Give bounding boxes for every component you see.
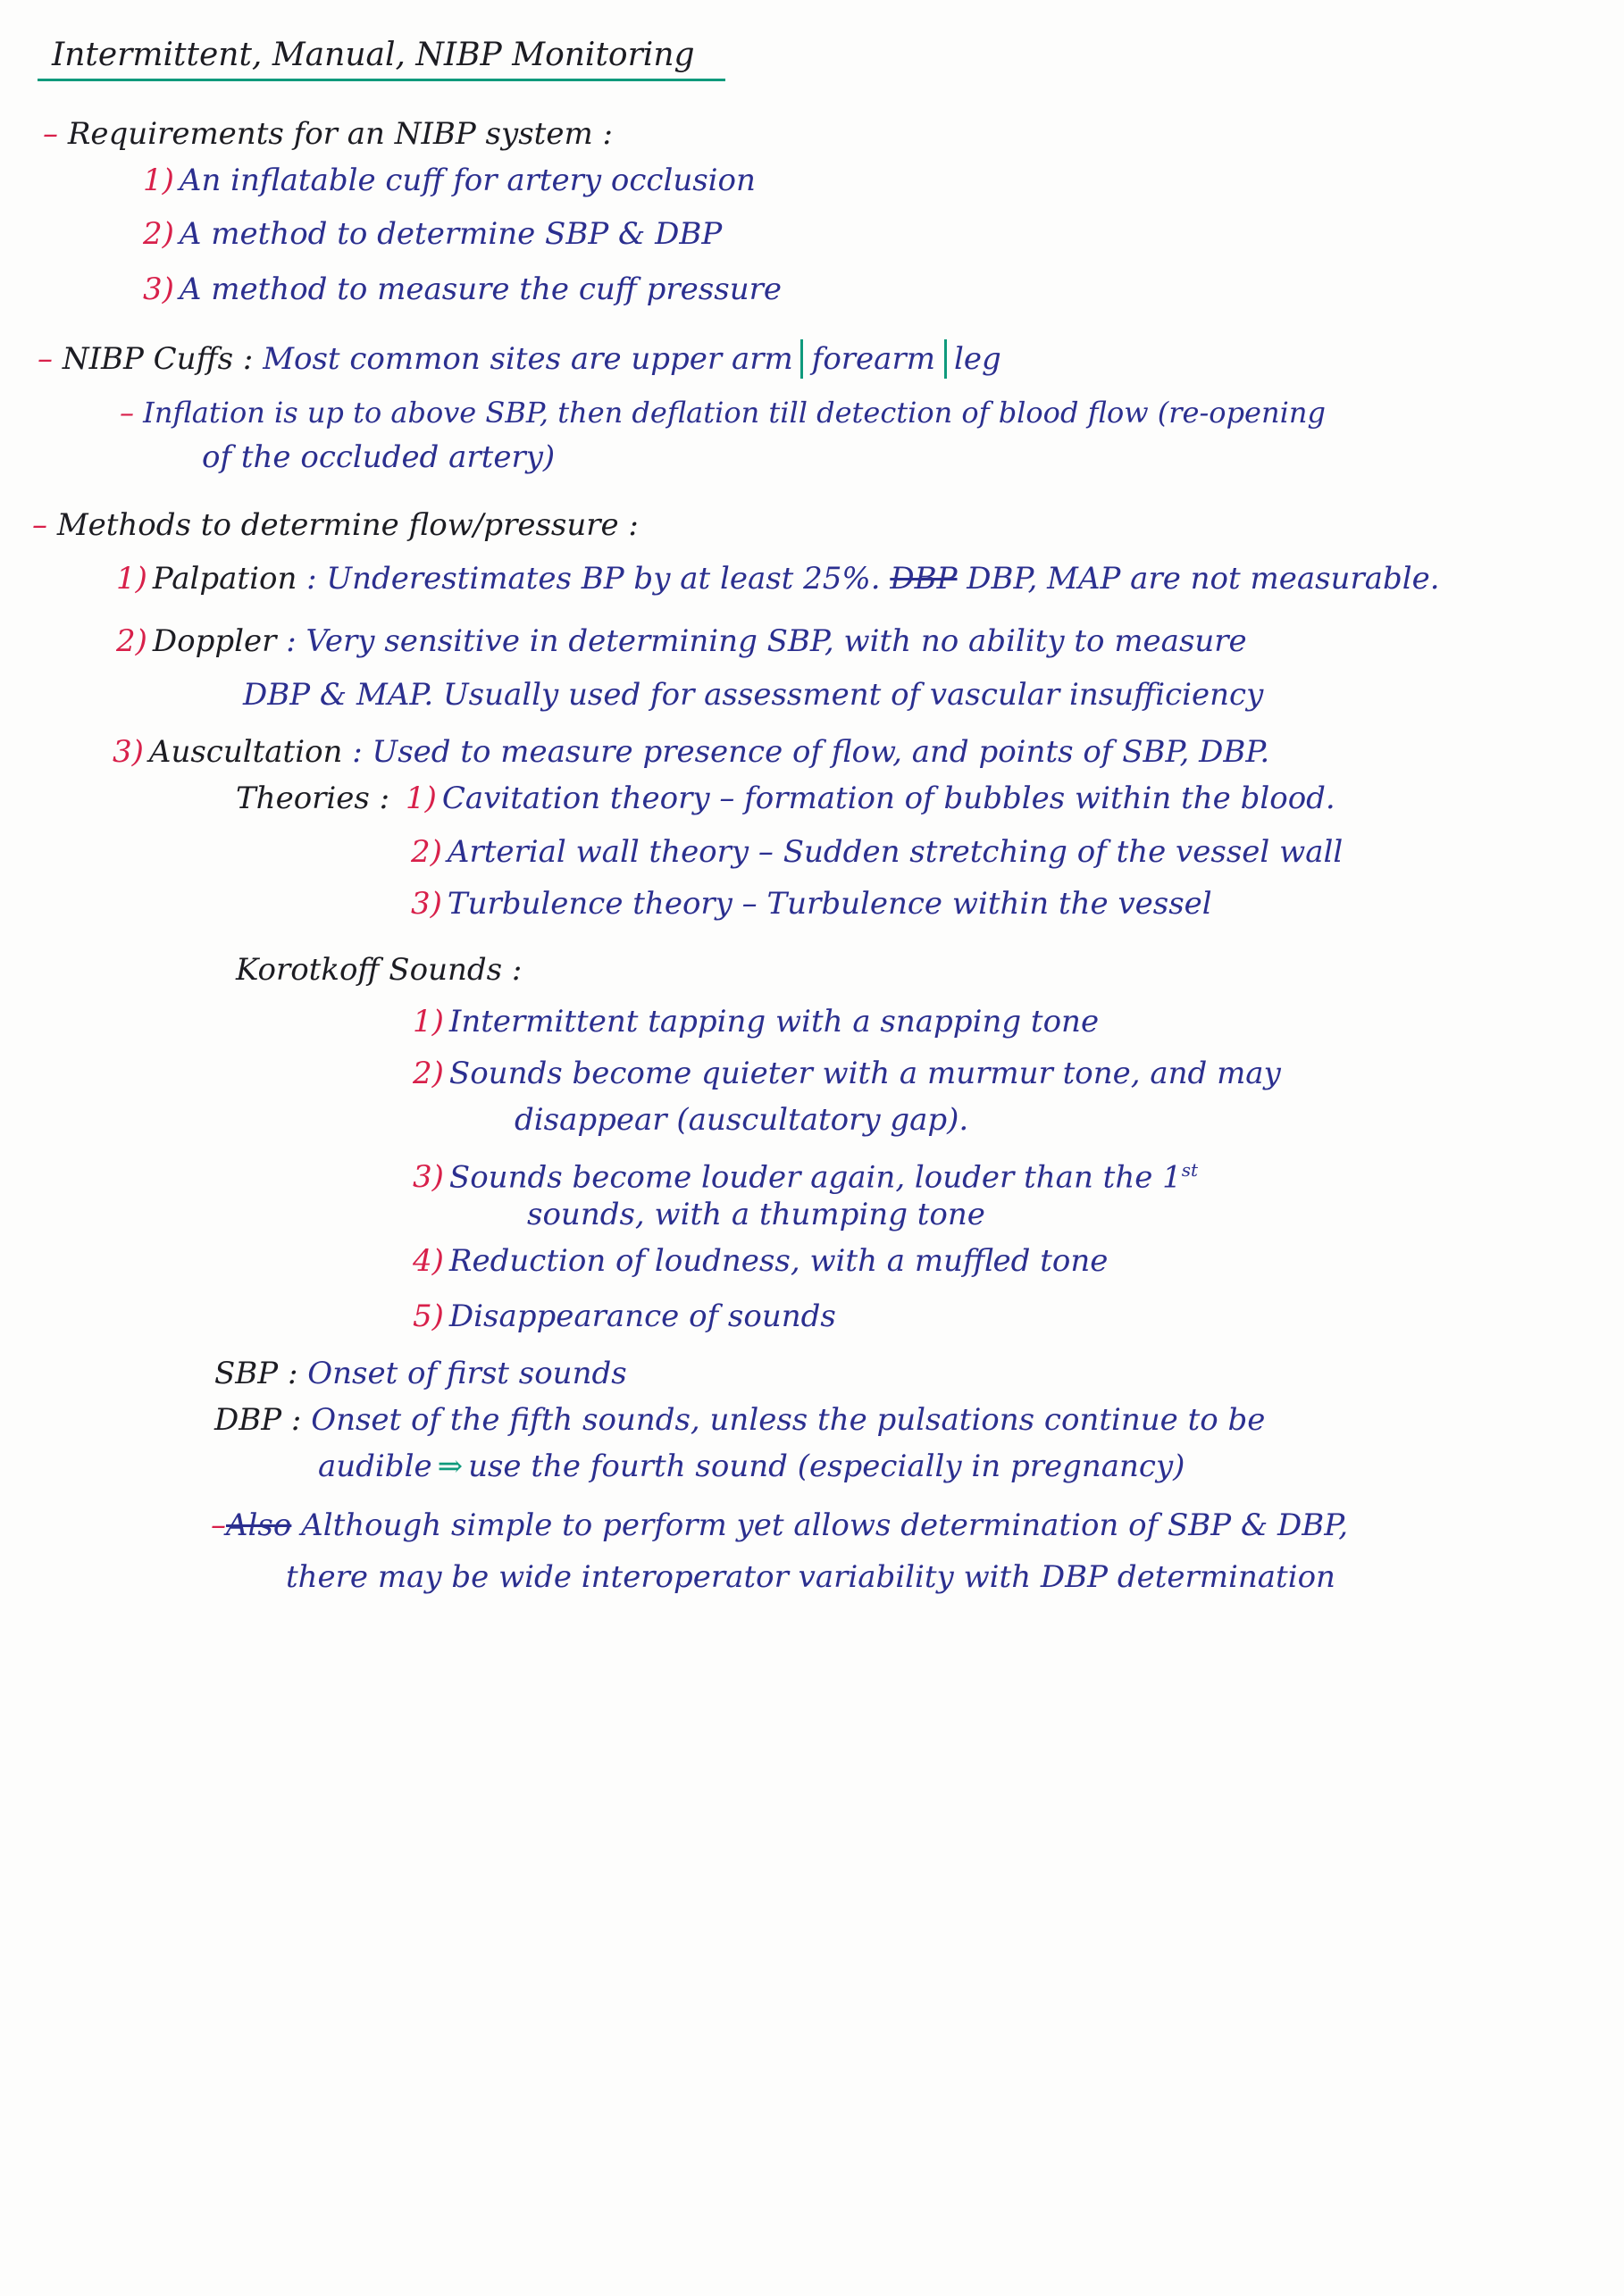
item-number: 2) [413,1056,444,1091]
cuffs-leg: leg [953,341,1001,377]
palpation-text: : Underestimates BP by at least 25%. [306,561,881,597]
bullet-dash: – [211,1507,226,1543]
dbp-text-b: use the fourth sound (especially in pregnancy) [468,1449,1185,1484]
korotkoff-text: Disappearance of sounds [448,1298,836,1334]
requirement-item [143,214,722,254]
bullet-dash: – [120,396,144,430]
page-title: Intermittent, Manual, NIBP Monitoring [52,37,695,73]
korotkoff-item [413,1002,1099,1041]
requirements-heading [43,114,613,154]
doppler-line-2: DBP & MAP. Usually used for assessment of vascular insufficiency [243,677,1264,713]
cuffs-sub-line [120,393,1326,432]
title-underline [38,79,725,81]
item-number: 4) [413,1243,444,1279]
item-text: A method to measure the cuff pressure [179,271,782,307]
requirement-item [143,270,782,309]
korotkoff-item [413,1241,1108,1281]
theory-text: Cavitation theory – formation of bubbles within the blood. [441,781,1335,816]
dbp-text-a: audible [318,1449,432,1484]
korotkoff-item [413,1054,1281,1093]
theory-text: Turbulence theory – Turbulence within the vessel [447,886,1212,922]
cuffs-sub-text: Inflation is up to above SBP, then deflation till detection of blood flow (re-opening [143,396,1326,430]
korotkoff-heading: Korotkoff Sounds : [236,952,523,988]
sbp-line [214,1354,627,1393]
korotkoff-item [413,1150,1198,1197]
note-line [211,1506,1348,1545]
item-number: 5) [413,1298,444,1334]
item-number: 3) [411,886,442,922]
auscultation-text: : Used to measure presence of flow, and points of SBP, DBP. [352,734,1270,770]
dbp-line [214,1400,1265,1440]
auscultation-line [113,732,1269,772]
korotkoff-item-cont: sounds, with a thumping tone [527,1197,985,1232]
dbp-label: DBP : [214,1402,302,1438]
note-line-2: there may be wide interoperator variability with DBP determination [286,1559,1335,1595]
item-number: 3) [413,1159,444,1196]
item-number: 2) [411,834,442,870]
cuffs-line [38,339,1001,379]
item-number: 3) [143,271,174,307]
theories-label: Theories : [236,781,390,816]
item-number: 3) [113,734,144,770]
implies-arrow-icon: ⇒ [437,1449,464,1484]
palpation-text-b: DBP, MAP are not measurable. [967,561,1440,597]
sbp-text: Onset of first sounds [307,1356,627,1391]
theory-item [406,779,1335,818]
item-number: 2) [143,216,174,252]
korotkoff-text: Reduction of loudness, with a muffled tone [448,1243,1109,1279]
item-number: 1) [413,1004,444,1039]
requirement-item [143,161,756,200]
bullet-dash: – [32,507,57,543]
cuffs-label: NIBP Cuffs : [62,341,254,377]
doppler-label: Doppler [152,623,277,659]
cuffs-text: Most common sites are upper arm [263,341,793,377]
bullet-dash: – [43,116,68,152]
item-number: 2) [116,623,147,659]
dbp-text: Onset of the fifth sounds, unless the pulsations continue to be [311,1402,1266,1438]
cuffs-forearm: forearm [800,339,947,379]
item-number: 1) [406,781,437,816]
auscultation-label: Auscultation [148,734,343,770]
requirements-heading-text: Requirements for an NIBP system : [67,116,613,152]
korotkoff-text: Sounds become quieter with a murmur tone, and may [448,1056,1281,1091]
doppler-text: : Very sensitive in determining SBP, with no ability to measure [286,623,1247,659]
superscript: st [1181,1159,1199,1181]
methods-heading [32,505,639,545]
korotkoff-text: Intermittent tapping with a snapping tone [448,1004,1100,1039]
theory-item [411,832,1343,872]
methods-heading-text: Methods to determine flow/pressure : [56,507,639,543]
korotkoff-text: Sounds become louder again, louder than the 1 [448,1159,1182,1196]
doppler-line [116,622,1247,661]
item-number: 1) [116,561,147,597]
note-text: Although simple to perform yet allows determination of SBP & DBP, [301,1507,1349,1543]
sbp-label: SBP : [214,1356,298,1391]
item-text: An inflatable cuff for artery occlusion [179,163,756,198]
korotkoff-item [413,1297,836,1336]
korotkoff-item-cont: disappear (auscultatory gap). [515,1102,969,1138]
cuffs-sub-line-2: of the occluded artery) [202,439,556,475]
theory-text: Arterial wall theory – Sudden stretching of the vessel wall [447,834,1344,870]
palpation-line [116,559,1440,598]
struck-word: DBP [890,561,958,597]
item-text: A method to determine SBP & DBP [179,216,723,252]
struck-word: Also [226,1507,292,1543]
palpation-label: Palpation [152,561,297,597]
item-number: 1) [143,163,174,198]
theory-item [411,884,1212,923]
bullet-dash: – [38,341,63,377]
dbp-line-2 [318,1447,1185,1486]
